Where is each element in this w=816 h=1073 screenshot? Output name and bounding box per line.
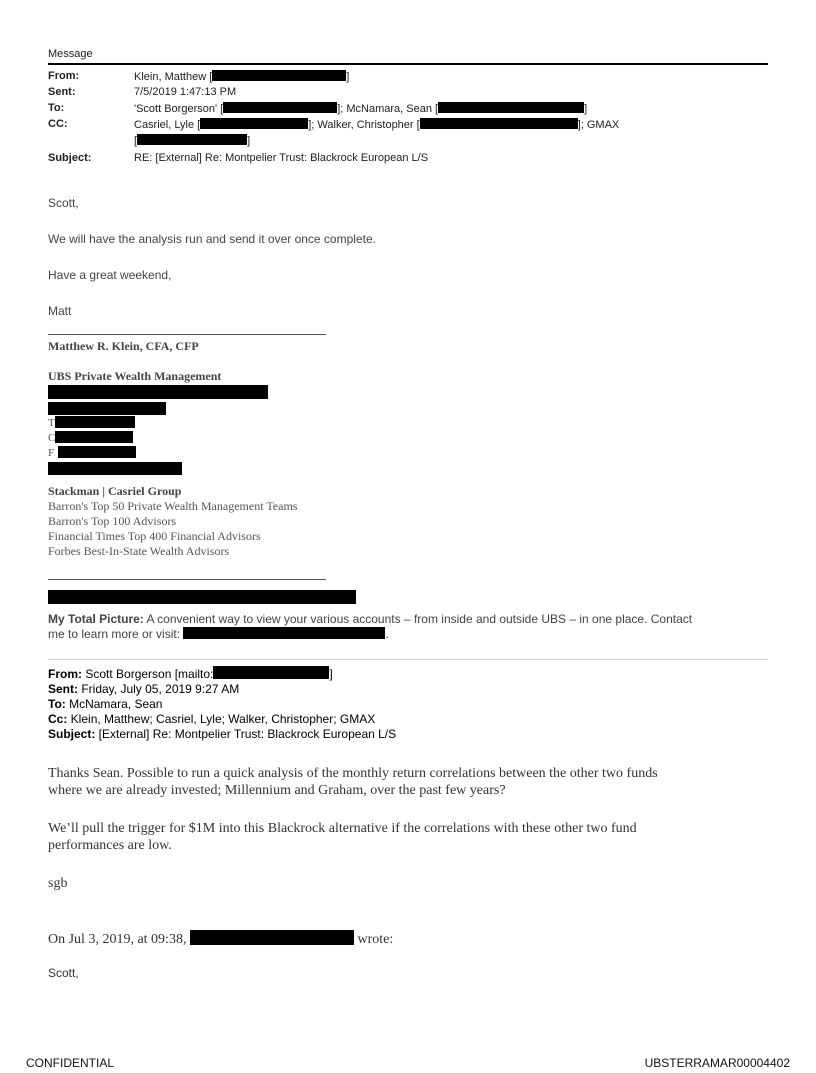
awards-list: [48, 499, 297, 559]
quoted-para2-line1: We’ll pull the trigger for $1M into this Blackrock alternative if the correlations with these other two fund: [48, 821, 637, 836]
quoted-signoff: sgb: [48, 876, 68, 891]
award-item: Barron's Top 50 Private Wealth Management Teams: [48, 499, 298, 513]
signature-rule-2: [48, 579, 326, 580]
quoted-to-value: McNamara, Sean: [65, 697, 163, 711]
redaction: [200, 118, 308, 129]
to-label: To:: [48, 102, 65, 114]
quoted-para2-line2: performances are low.: [48, 838, 172, 853]
redaction: [190, 930, 354, 945]
body-signoff: Matt: [48, 304, 72, 318]
sent-label: Sent:: [48, 86, 76, 98]
phone-c-label: C: [48, 432, 56, 444]
cc-recipient-2: ]; Walker, Christopher [: [308, 119, 420, 131]
bracket: ]: [247, 135, 251, 147]
redacted-link: [48, 590, 356, 608]
redaction: [137, 134, 247, 145]
quoted-cc-label: Cc:: [48, 712, 68, 726]
award-item: Forbes Best-In-State Wealth Advisors: [48, 544, 230, 558]
from-name: Klein, Matthew [: [134, 71, 213, 83]
header-rule: [48, 63, 768, 65]
phone-t: [48, 416, 135, 429]
cc-value-line2: [134, 134, 250, 147]
footer-bates-number: UBSTERRAMAR00004402: [644, 1056, 790, 1070]
from-label: From:: [48, 70, 80, 82]
signature-name: Matthew R. Klein, CFA, CFP: [48, 339, 199, 353]
promo-block: [48, 612, 692, 642]
award-item: Barron's Top 100 Advisors: [48, 514, 177, 528]
redaction[interactable]: [183, 627, 385, 639]
phone-f: [48, 446, 136, 459]
subject-label: Subject:: [48, 152, 92, 164]
to-recipient-1: 'Scott Borgerson' [: [134, 103, 224, 115]
signature-group: Stackman | Casriel Group: [48, 484, 182, 498]
quoted-cc-value: Klein, Matthew; Casriel, Lyle; Walker, Christopher; GMAX: [67, 712, 376, 726]
promo-text: A convenient way to view your various accounts – from inside and outside UBS – in one place. Contact: [143, 612, 693, 626]
subject-value: RE: [External] Re: Montpelier Trust: Blackrock European L/S: [134, 152, 429, 164]
bracket: ]: [329, 667, 333, 681]
signature-rule: [48, 334, 326, 335]
phone-f-label: F: [48, 447, 55, 459]
body-line-2: Have a great weekend,: [48, 268, 172, 282]
quoted-header: [48, 666, 396, 742]
quoted-subject-label: Subject:: [48, 727, 96, 741]
redaction: [58, 446, 136, 458]
redaction: [438, 102, 584, 113]
bracket: ]: [346, 71, 350, 83]
quoted-on-suffix: wrote:: [353, 932, 394, 947]
promo-line2: me to learn more or visit:: [48, 627, 184, 641]
quoted-from-value: Scott Borgerson [mailto:: [82, 667, 214, 681]
cc-label: CC:: [48, 118, 68, 130]
quoted-paragraph-2: [48, 820, 637, 854]
body-greeting: Scott,: [48, 196, 79, 210]
cc-recipient-1: Casriel, Lyle [: [134, 119, 201, 131]
from-value: [134, 70, 349, 83]
redaction: [55, 416, 135, 428]
redaction: [55, 431, 133, 443]
quote-separator: [48, 659, 768, 660]
redacted-email: [48, 461, 182, 479]
quoted-to-label: To:: [48, 697, 66, 711]
to-recipient-2: ]; McNamara, Sean [: [337, 103, 439, 115]
quoted-on-prefix: On Jul 3, 2019, at 09:38,: [48, 932, 190, 947]
redaction: [213, 666, 329, 679]
quoted-para1-line1: Thanks Sean. Possible to run a quick analysis of the monthly return correlations between the other two funds: [48, 766, 658, 781]
to-value: [134, 102, 587, 115]
bracket: ]: [584, 103, 588, 115]
body-line-1: We will have the analysis run and send it over once complete.: [48, 232, 376, 246]
quoted-from-label: From:: [48, 667, 82, 681]
quoted-on-line: [48, 930, 393, 948]
award-item: Financial Times Top 400 Financial Advisors: [48, 529, 261, 543]
period: .: [385, 627, 389, 641]
message-label: Message: [48, 48, 93, 60]
promo-bold: My Total Picture:: [48, 612, 144, 626]
footer-confidential: CONFIDENTIAL: [26, 1056, 115, 1070]
quoted-greeting: Scott,: [48, 966, 79, 980]
phone-t-label: T: [48, 417, 55, 429]
sent-value: 7/5/2019 1:47:13 PM: [134, 86, 237, 98]
quoted-sent-value: Friday, July 05, 2019 9:27 AM: [78, 682, 240, 696]
redaction: [420, 118, 578, 129]
quoted-para1-line2: where we are already invested; Millennium and Graham, over the past few years?: [48, 783, 506, 798]
phone-c: [48, 431, 133, 444]
redaction: [223, 102, 337, 113]
bracket: [: [134, 135, 138, 147]
redaction: [212, 70, 346, 81]
quoted-paragraph-1: [48, 765, 658, 799]
quoted-sent-label: Sent:: [48, 682, 78, 696]
cc-value: [134, 118, 619, 131]
signature-firm: UBS Private Wealth Management: [48, 369, 222, 383]
quoted-subject-value: [External] Re: Montpelier Trust: Blackrock European L/S: [95, 727, 397, 741]
cc-recipient-3: ]; GMAX: [577, 119, 620, 131]
